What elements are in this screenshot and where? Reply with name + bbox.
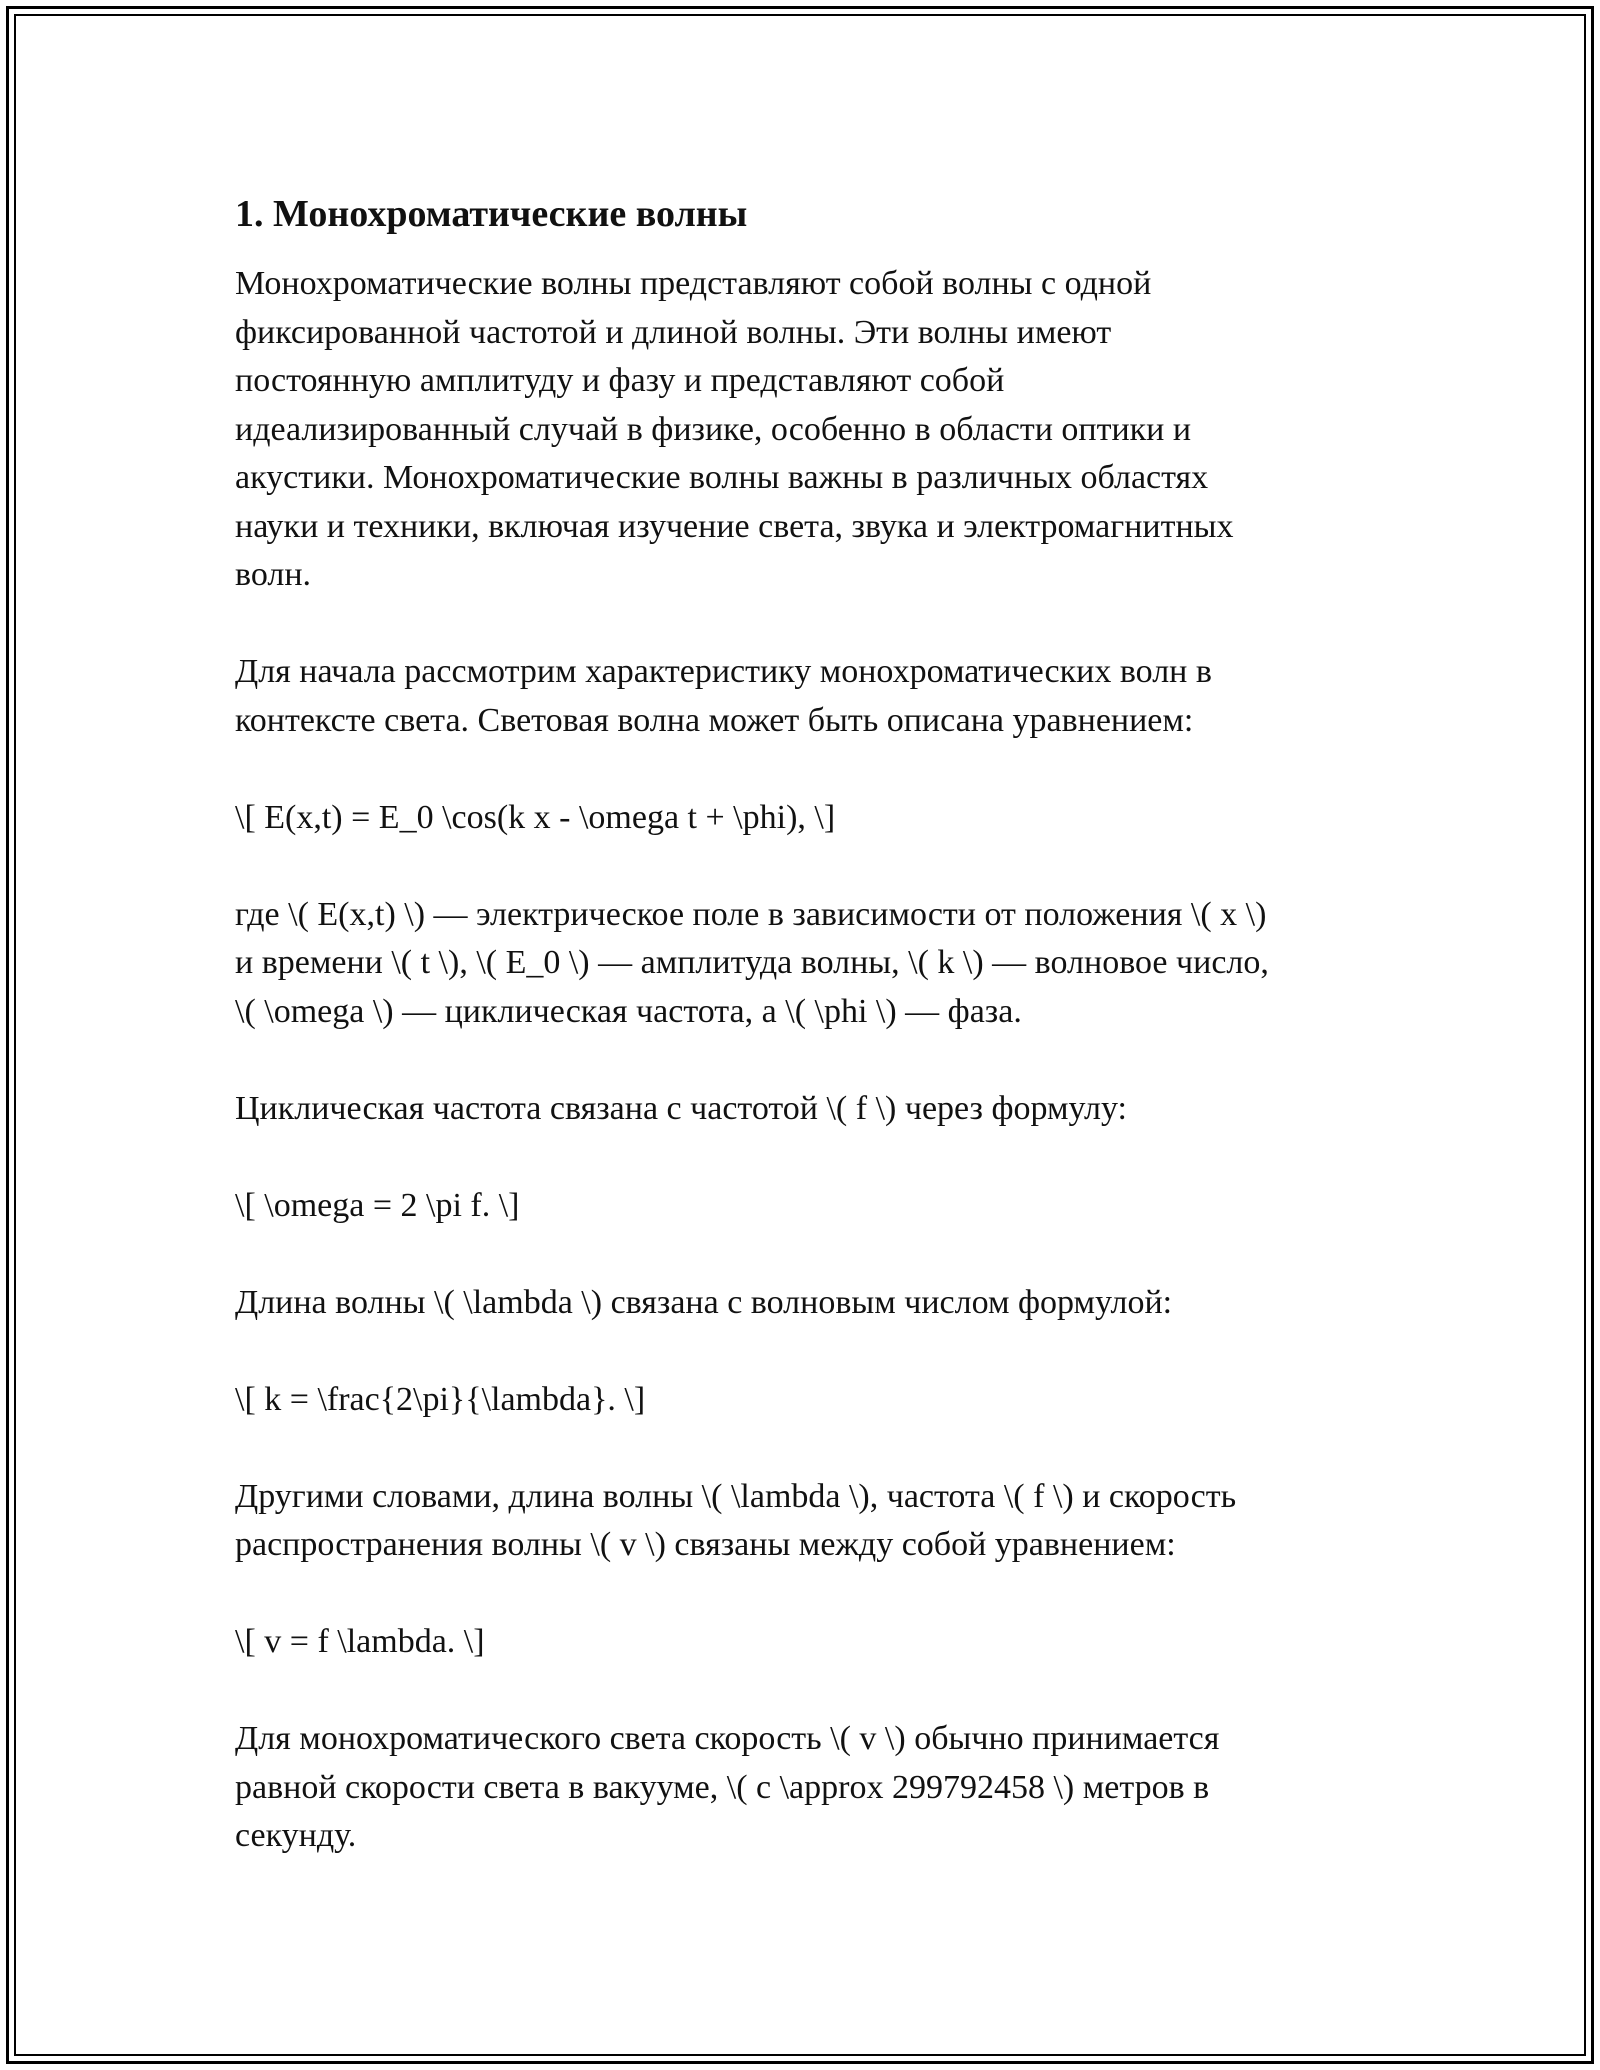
- section-heading: 1. Монохроматические волны: [235, 193, 748, 235]
- document-body: [235, 190, 1365, 1909]
- equation-omega: \[ \omega = 2 \pi f. \]: [235, 1186, 520, 1224]
- paragraph-variables: где \( E(x,t) \) — электрическое поле в зависимости от положения \( x \) и времени \( t \), \( E_0 \) — амплитуда волны, \( k \) — волновое число, \( \omega \) — циклическая частота, а \( \phi \) — фаза.: [235, 895, 1269, 1030]
- equation-velocity: \[ v = f \lambda. \]: [235, 1623, 485, 1660]
- equation-wave: \[ E(x,t) = E_0 \cos(k x - \omega t + \phi), \]: [235, 798, 836, 836]
- paragraph-relation: Другими словами, длина волны \( \lambda \), частота \( f \) и скорость распространения волны \( v \) связаны между собой уравнением:: [235, 1477, 1237, 1563]
- paragraph-speed-of-light: Для монохроматического света скорость \( v \) обычно принимается равной скорости света в вакууме, \( c \approx 299792458 \) метров в секунду.: [235, 1720, 1220, 1854]
- paragraph-intro: Монохроматические волны представляют собой волны с одной фиксированной частотой и длиной волны. Эти волны имеют постоянную амплитуду и фазу и представляют собой идеализированный случай в физике, особенно в области оптики и акустики. Монохроматические волны важны в различных областях науки и техники, включая изучение света, звука и электромагнитных волн.: [235, 265, 1234, 593]
- paragraph-cyclic-frequency: Циклическая частота связана с частотой \( f \) через формулу:: [235, 1089, 1127, 1127]
- paragraph-light-wave: Для начала рассмотрим характеристику монохроматических волн в контексте света. Световая волна может быть описана уравнением:: [235, 653, 1212, 739]
- equation-wavenumber: \[ k = \frac{2\pi}{\lambda}. \]: [235, 1380, 646, 1418]
- paragraph-wavelength: Длина волны \( \lambda \) связана с волновым числом формулой:: [235, 1283, 1173, 1321]
